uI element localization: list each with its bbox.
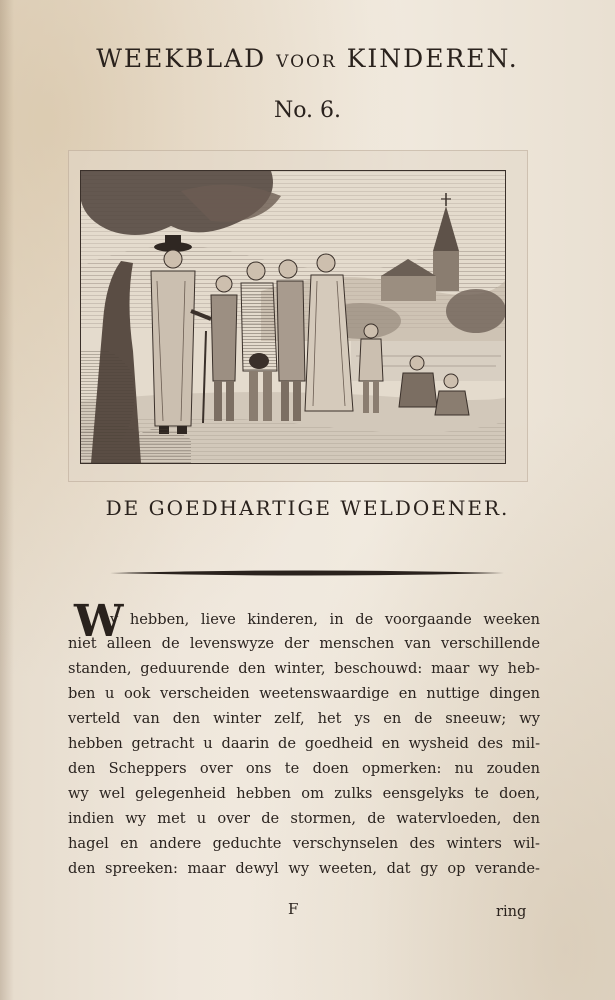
issue-number: No. 6.: [273, 98, 342, 123]
title-word-weekblad: WEEKBLAD: [96, 44, 267, 73]
drop-cap: W: [74, 596, 124, 647]
text-line-11: den spreeken: maar dewyl wy weeten, dat gy op verande-: [68, 860, 540, 877]
periodical-title: [0, 44, 615, 73]
title-word-kinderen: KINDEREN.: [346, 44, 519, 73]
text-line-9: indien wy met u over de stormen, de watervloeden, den: [68, 810, 540, 827]
text-line-3: standen, geduurende den winter, beschouwd: maar wy heb-: [68, 660, 540, 677]
text-line-5: verteld van den winter zelf, het ys en de sneeuw; wy: [68, 710, 540, 727]
text-line-4: ben u ook verscheiden weetenswaardige en nuttige dingen: [68, 685, 540, 702]
signature-mark: F: [288, 900, 299, 918]
text-line-7: den Scheppers over ons te doen opmerken: nu zouden: [68, 760, 540, 777]
engraving-image: [81, 171, 505, 463]
title-word-voor: VOOR: [276, 52, 337, 72]
text-line-10: hagel en andere geduchte verschynselen des winters wil-: [68, 835, 540, 852]
text-line-2: niet alleen de levenswyze der menschen van verschillende: [68, 635, 540, 652]
text-line-1: y hebben, lieve kinderen, in de voorgaande weeken: [110, 611, 540, 628]
text-line-8: wy wel gelegenheid hebben om zulks eensgelyks te doen,: [68, 785, 540, 802]
text-line-6: hebben getracht u daarin de goedheid en wysheid des mil-: [68, 735, 540, 752]
catchword: ring: [496, 903, 527, 920]
engraving-illustration: [80, 170, 506, 464]
ornamental-rule: [110, 568, 504, 578]
article-title: DE GOEDHARTIGE WELDOENER.: [105, 496, 510, 520]
